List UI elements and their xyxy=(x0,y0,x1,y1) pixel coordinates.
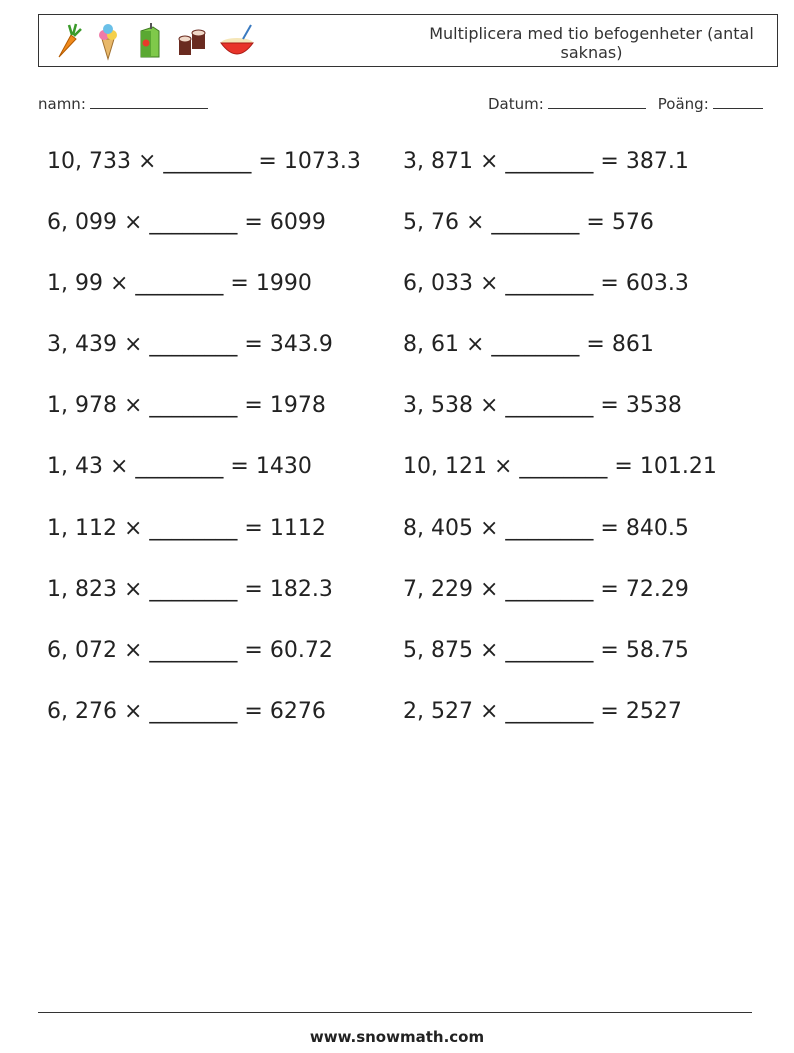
times-sign: × xyxy=(479,637,499,663)
problem-left-operand: 6, 072 xyxy=(47,637,117,663)
problem-result: 1430 xyxy=(255,454,312,480)
equals-sign: = xyxy=(230,271,249,297)
problem-result: 1978 xyxy=(269,393,326,419)
header-icons xyxy=(49,21,257,61)
problem-item xyxy=(47,262,403,323)
problem-result: 2527 xyxy=(625,698,682,724)
answer-blank[interactable]: ________ xyxy=(135,271,224,297)
equals-sign: = xyxy=(600,393,619,419)
name-label: namn: xyxy=(38,95,86,113)
carrot-icon xyxy=(49,21,83,61)
answer-blank[interactable]: ________ xyxy=(505,576,594,602)
answer-blank[interactable]: ________ xyxy=(519,454,608,480)
problem-item xyxy=(403,568,759,629)
times-sign: × xyxy=(465,210,485,236)
problem-result: 6276 xyxy=(269,698,326,724)
answer-blank[interactable]: ________ xyxy=(505,149,594,174)
equals-sign: = xyxy=(600,576,619,602)
answer-blank[interactable]: ________ xyxy=(505,515,594,541)
equals-sign: = xyxy=(600,698,619,724)
date-label: Datum: xyxy=(488,95,544,113)
problem-item xyxy=(47,201,403,262)
times-sign: × xyxy=(109,271,129,297)
problem-left-operand: 1, 823 xyxy=(47,576,117,602)
problem-left-operand: 7, 229 xyxy=(403,576,473,602)
times-sign: × xyxy=(479,698,499,724)
times-sign: × xyxy=(123,332,143,358)
rice-bowl-icon xyxy=(217,21,257,61)
problem-left-operand: 8, 61 xyxy=(403,332,459,358)
equals-sign: = xyxy=(600,637,619,663)
date-score-fields xyxy=(488,94,763,113)
equals-sign: = xyxy=(258,149,277,174)
worksheet-title: Multiplicera med tio befogenheter (antal saknas) xyxy=(429,24,754,62)
problem-item xyxy=(403,629,759,690)
problem-item xyxy=(47,568,403,629)
problem-item xyxy=(47,384,403,445)
juice-box-icon xyxy=(133,21,167,61)
problem-result: 576 xyxy=(611,210,654,236)
problem-item xyxy=(403,262,759,323)
problem-result: 182.3 xyxy=(269,576,333,602)
problem-left-operand: 10, 121 xyxy=(403,454,487,480)
times-sign: × xyxy=(479,576,499,602)
problem-result: 840.5 xyxy=(625,515,689,541)
problem-left-operand: 1, 99 xyxy=(47,271,103,297)
problem-left-operand: 10, 733 xyxy=(47,149,131,174)
equals-sign: = xyxy=(244,332,263,358)
answer-blank[interactable]: ________ xyxy=(149,210,238,236)
answer-blank[interactable]: ________ xyxy=(135,454,224,480)
equals-sign: = xyxy=(244,393,263,419)
problem-result: 1073.3 xyxy=(283,149,361,174)
problem-left-operand: 1, 112 xyxy=(47,515,117,541)
times-sign: × xyxy=(109,454,129,480)
problem-item xyxy=(47,507,403,568)
equals-sign: = xyxy=(586,210,605,236)
problem-result: 72.29 xyxy=(625,576,689,602)
problem-item xyxy=(47,323,403,384)
problem-result: 6099 xyxy=(269,210,326,236)
problem-result: 343.9 xyxy=(269,332,333,358)
name-line[interactable] xyxy=(90,94,208,109)
times-sign: × xyxy=(123,393,143,419)
problem-result: 861 xyxy=(611,332,654,358)
problem-result: 3538 xyxy=(625,393,682,419)
problem-item xyxy=(47,445,403,506)
problem-item xyxy=(403,201,759,262)
times-sign: × xyxy=(123,515,143,541)
problem-item xyxy=(403,507,759,568)
problem-left-operand: 5, 76 xyxy=(403,210,459,236)
times-sign: × xyxy=(137,149,157,174)
equals-sign: = xyxy=(600,149,619,174)
equals-sign: = xyxy=(244,576,263,602)
problem-item xyxy=(403,445,759,506)
equals-sign: = xyxy=(244,210,263,236)
ice-cream-icon xyxy=(91,21,125,61)
answer-blank[interactable]: ________ xyxy=(149,515,238,541)
problem-item xyxy=(403,140,759,201)
answer-blank[interactable]: ________ xyxy=(149,393,238,419)
footer-url: www.snowmath.com xyxy=(309,1028,485,1046)
problem-result: 387.1 xyxy=(625,149,689,174)
problem-left-operand: 1, 978 xyxy=(47,393,117,419)
problem-left-operand: 2, 527 xyxy=(403,698,473,724)
times-sign: × xyxy=(479,393,499,419)
answer-blank[interactable]: ________ xyxy=(149,637,238,663)
worksheet-header xyxy=(38,14,778,67)
times-sign: × xyxy=(123,698,143,724)
problem-left-operand: 5, 875 xyxy=(403,637,473,663)
footer-divider xyxy=(38,1012,752,1013)
date-line[interactable] xyxy=(548,94,646,109)
problem-result: 603.3 xyxy=(625,271,689,297)
answer-blank[interactable]: ________ xyxy=(149,576,238,602)
problem-item xyxy=(403,690,759,751)
answer-blank[interactable]: ________ xyxy=(505,271,594,297)
times-sign: × xyxy=(479,149,499,174)
times-sign: × xyxy=(493,454,513,480)
problem-item xyxy=(47,690,403,751)
answer-blank[interactable]: ________ xyxy=(491,332,580,358)
equals-sign: = xyxy=(600,271,619,297)
problem-item xyxy=(47,140,403,201)
equals-sign: = xyxy=(614,454,633,480)
problem-grid xyxy=(0,140,794,751)
times-sign: × xyxy=(479,515,499,541)
problem-left-operand: 6, 276 xyxy=(47,698,117,724)
times-sign: × xyxy=(465,332,485,358)
problem-left-operand: 3, 871 xyxy=(403,149,473,174)
equals-sign: = xyxy=(244,515,263,541)
times-sign: × xyxy=(123,576,143,602)
equals-sign: = xyxy=(600,515,619,541)
answer-blank[interactable]: ________ xyxy=(505,637,594,663)
problem-item xyxy=(47,629,403,690)
problem-left-operand: 3, 439 xyxy=(47,332,117,358)
score-line[interactable] xyxy=(713,94,763,109)
answer-blank[interactable]: ________ xyxy=(149,698,238,724)
problem-result: 58.75 xyxy=(625,637,689,663)
problem-item xyxy=(403,323,759,384)
equals-sign: = xyxy=(230,454,249,480)
times-sign: × xyxy=(479,271,499,297)
times-sign: × xyxy=(123,210,143,236)
sushi-rolls-icon xyxy=(175,21,209,61)
equals-sign: = xyxy=(244,698,263,724)
problem-item xyxy=(403,384,759,445)
problem-left-operand: 1, 43 xyxy=(47,454,103,480)
problem-left-operand: 6, 033 xyxy=(403,271,473,297)
problem-result: 1990 xyxy=(255,271,312,297)
score-label: Poäng: xyxy=(657,95,709,113)
answer-blank[interactable]: ________ xyxy=(149,332,238,358)
answer-blank[interactable]: ________ xyxy=(505,698,594,724)
name-field xyxy=(38,94,208,113)
problem-left-operand: 6, 099 xyxy=(47,210,117,236)
equals-sign: = xyxy=(244,637,263,663)
problem-result: 1112 xyxy=(269,515,326,541)
problem-left-operand: 8, 405 xyxy=(403,515,473,541)
answer-blank[interactable]: ________ xyxy=(491,210,580,236)
problem-left-operand: 3, 538 xyxy=(403,393,473,419)
equals-sign: = xyxy=(586,332,605,358)
answer-blank[interactable]: ________ xyxy=(163,149,252,174)
times-sign: × xyxy=(123,637,143,663)
problem-result: 101.21 xyxy=(639,454,717,480)
answer-blank[interactable]: ________ xyxy=(505,393,594,419)
problem-result: 60.72 xyxy=(269,637,333,663)
